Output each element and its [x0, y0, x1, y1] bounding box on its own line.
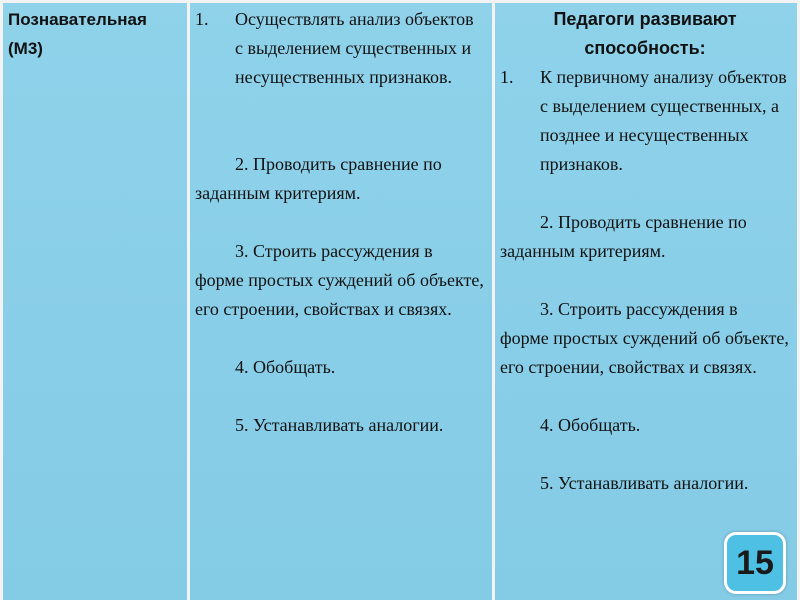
teacher-item-1 [500, 63, 790, 179]
subject-label: Познавательная (М3) [8, 10, 147, 58]
teacher-item-2: 2. Проводить сравнение по заданным критериям. [500, 212, 747, 261]
skill-item-1-number: 1. [195, 9, 209, 29]
teacher-cell [496, 3, 796, 498]
teacher-item-5: 5. Устанавливать аналогии. [540, 473, 749, 493]
skill-item-1-text: Осуществлять анализ объектов с выделением существенных и несущественных признаков. [235, 9, 474, 87]
skill-item-1 [195, 5, 484, 92]
table-left-border [0, 0, 3, 600]
skill-item-4: 4. Обобщать. [235, 357, 336, 377]
teacher-item-1-number: 1. [500, 67, 514, 87]
skills-cell [191, 3, 490, 440]
teacher-item-1-text: К первичному анализу объектов с выделением существенных, а позднее и несущественных признаков. [540, 67, 787, 174]
column-divider-2 [492, 0, 495, 600]
skill-item-3: 3. Строить рассуждения в форме простых суждений об объекте, его строении, свойствах и связях. [195, 241, 484, 319]
teacher-item-3: 3. Строить рассуждения в форме простых суждений об объекте, его строении, свойствах и связях. [500, 299, 789, 377]
teacher-item-4: 4. Обобщать. [540, 415, 641, 435]
skill-item-5: 5. Устанавливать аналогии. [235, 415, 444, 435]
subject-cell [4, 3, 186, 65]
column-title: Педагоги развивают способность: [553, 9, 737, 58]
skill-item-2: 2. Проводить сравнение по заданным критериям. [195, 154, 442, 203]
column-divider-1 [187, 0, 190, 600]
page-number-badge: 15 [724, 532, 786, 594]
